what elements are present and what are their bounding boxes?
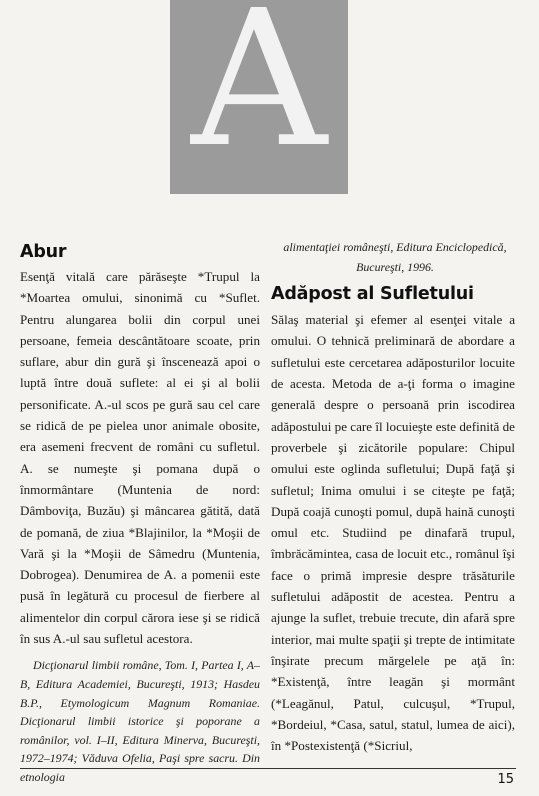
entry-references-abur: Dicţionarul limbii române, Tom. I, Partea I, A–B, Editura Academiei, Bucureşti, 1913; Hasdeu B.P., Etymologicum Magnum Romaniae. Dicţionarul limbii istorice şi poporane a românilor, vol. I–II, Editura Minerva, Bucureşti, 1972–1974; Văduva Ofelia, Paşi spre sacru. Din etnologia (20, 658, 260, 784)
decorative-letter: A (191, 0, 327, 189)
right-column (271, 238, 515, 756)
page-number: 15 (497, 772, 514, 787)
entry-title-adapost: Adăpost al Sufletului (271, 284, 474, 305)
left-column (20, 238, 260, 787)
decorative-letter-block (170, 0, 348, 194)
entry-title-abur: Abur (20, 242, 67, 262)
entry-references-abur-continued: alimentaţiei româneşti, Editura Enciclopedică, Bucureşti, 1996. (283, 240, 507, 274)
entry-body-adapost: Sălaş material şi efemer al esenţei vitale a omului. O tehnică preliminară de abordare a sufletului este cercetarea adăposturilor locuite de acesta. Metoda de a-ţi forma o imagine generală despre o persoană prin iscodirea adăpostului pe care îl locuieşte este definită de proverbele şi zicătorile populare: Chipul omului este oglinda sufletului; După faţă şi sufletul; Inima omului i se citeşte pe faţă; După coajă cunoşti pomul, după haină cunoşti omul etc. Studiind pe dinafară trupul, îmbrăcămintea, casa de locuit etc., românul îşi face o primă impresie despre trăsăturile sufletului adăpostit de acestea. Pentru a ajunge la suflet, trebuie trecute, din afară spre interior, mai multe spaţii şi trepte de intimitate înşirate precum mărgelele pe aţă în: *Existenţă, între leagăn şi mormânt (*Leagănul, Patul, culcuşul, *Trupul, *Bordeiul, *Casa, satul, statul, lumea de aici), în *Postexistenţă (*Sicriul, (271, 312, 515, 754)
entry-body-abur: Esenţă vitală care părăseşte *Trupul la *Moartea omului, sinonimă cu *Suflet. Pentru alungarea bolii din corpul unei persoane, femeia descântătoare scoate, prin suflare, abur din gură şi înscenează apoi o luptă între două suflete: al ei şi al bolii personificate. A.-ul scos pe gură sau cel care se ridică de pe pielea unor animale obosite, era asemeni frecvent de români cu sufletul. A. se numeşte şi pomana după o înmormântare (Muntenia de nord: Dâmboviţa, Buzău) şi mâncarea gătită, dată de pomană, de ziua *Blajinilor, la *Moşii de Vară şi la *Moşii de Sâmedru (Muntenia, Dobrogea). Denumirea de A. a pomenii este pusă în legătură cu procesul de fierbere al alimentelor din corpul cărora iese şi se ridică în sus A.-ul sau sufletul acestora. (20, 269, 260, 647)
footer-rule (20, 768, 516, 769)
